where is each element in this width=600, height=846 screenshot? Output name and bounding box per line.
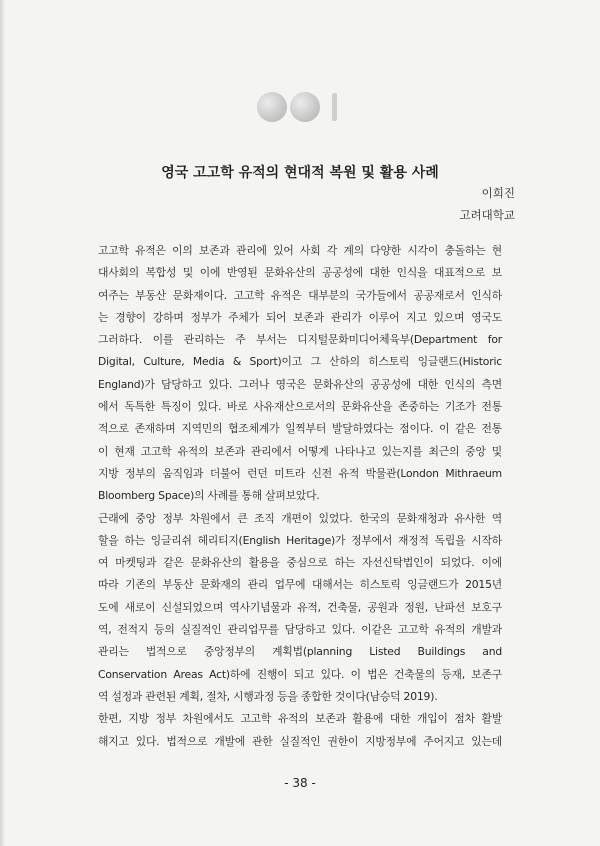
body-line: 이 현재 고고학 유적의 보존과 관리에서 어떻게 나타나고 있는지를 최근의 중앙 및 (98, 444, 502, 458)
body-line: 적으로 존재하며 지역민의 협조체계가 일찍부터 발달하였다는 점이다. 이 같은 전통 (98, 422, 502, 436)
body-line: Conservation Areas Act)하에 진행이 되고 있다. 이 법은 건축물의 등재, 보존구 (98, 667, 502, 681)
body-line: England)가 담당하고 있다. 그러나 영국은 문화유산의 공공성에 대한 인식의 측면 (98, 377, 502, 391)
scan-edge-shadow (0, 0, 5, 846)
body-line: 는 경향이 강하며 정부가 주체가 되어 보존과 관리가 이루어 지고 있으며 영국도 (98, 310, 502, 324)
body-line: 여주는 부동산 문화재이다. 고고학 유적은 대부분의 국가들에서 공공재로서 인식하 (98, 288, 502, 302)
article-title: 영국 고고학 유적의 현대적 복원 및 활용 사례 (161, 165, 439, 181)
decorative-circles-logo (256, 90, 346, 124)
body-line: 관리는 법적으로 중앙정부의 계획법(planning Listed Buildings and (98, 645, 502, 659)
body-line: 따라 기존의 부동산 문화재의 관리 업무에 대해서는 히스토릭 잉글랜드가 2015년 (98, 578, 502, 592)
author-name: 이희진 (481, 186, 515, 200)
body-line: 에서 독특한 특징이 있다. 바로 사유재산으로서의 문화유산을 존중하는 기조가 전통 (98, 400, 502, 414)
body-line: 여 마켓팅과 같은 문화유산의 활용을 중심으로 하는 자선신탁법인이 되었다. 이에 (98, 556, 502, 570)
body-line: 역 설정과 관련된 계획, 절차, 시행과정 등을 종합한 것이다(남승덕 2019). (98, 689, 438, 703)
body-line: 지방 정부의 움직임과 더불어 런던 미트라 신전 유적 박물관(London Mithraeum (98, 466, 502, 480)
body-line: 근래에 중앙 정부 차원에서 큰 조직 개편이 있었다. 한국의 문화재청과 유사한 역 (98, 511, 502, 525)
author-affiliation: 고려대학교 (459, 208, 515, 222)
body-line: 역, 전적지 등의 실질적인 관리업무를 담당하고 있다. 이같은 고고학 유적의 개발과 (98, 623, 502, 637)
body-line: 고고학 유적은 이의 보존과 관리에 있어 사회 각 계의 다양한 시각이 충돌하는 현 (98, 244, 502, 257)
body-line: 대사회의 복합성 및 이에 반영된 문화유산의 공공성에 대한 인식을 대표적으로 보 (98, 266, 502, 280)
body-line: 도에 새로이 신설되었으며 역사기념물과 유적, 건축물, 공원과 정원, 난파선 보호구 (98, 600, 502, 614)
page-number: - 38 - (284, 776, 316, 790)
body-line: 한편, 지방 정부 차원에서도 고고학 유적의 보존과 활용에 대한 개입이 점차 활발 (98, 712, 502, 726)
body-line: 해지고 있다. 법적으로 개발에 관한 실질적인 권한이 지방정부에 주어지고 있는데 (98, 734, 502, 748)
body-text (98, 240, 502, 753)
body-line: Digital, Culture, Media & Sport)이고 그 산하의 히스토릭 잉글랜드(Historic (98, 355, 502, 369)
body-line: Bloomberg Space)의 사례를 통해 살펴보았다. (98, 489, 320, 503)
body-line: 할을 하는 잉글리쉬 헤리티지(English Heritage)가 정부에서 재정적 독립을 시작하 (98, 533, 502, 547)
body-line: 그러하다. 이를 관리하는 주 부서는 디지털문화미디어체육부(Department for (98, 333, 502, 347)
